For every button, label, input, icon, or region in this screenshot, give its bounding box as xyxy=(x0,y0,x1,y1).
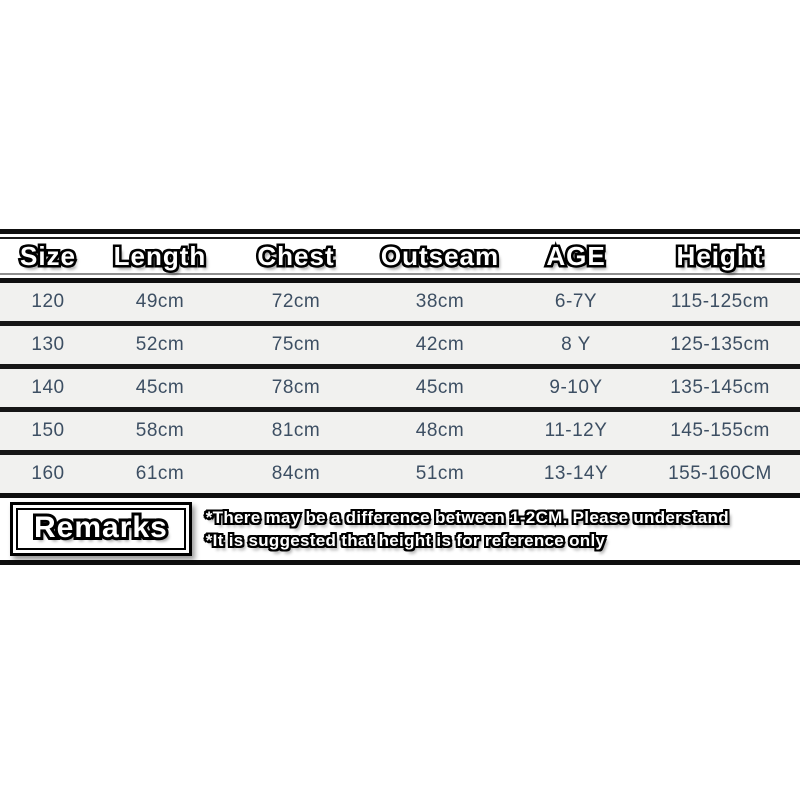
cell-length: 52cm xyxy=(135,334,185,355)
cell-age: 9-10Y xyxy=(549,377,603,398)
cell-age: 6-7Y xyxy=(554,291,598,312)
cell-age: 8 Y xyxy=(561,334,591,355)
cell-size: 120 xyxy=(31,291,65,312)
cell-outseam: 45cm xyxy=(415,377,465,398)
table-row-130 xyxy=(0,326,800,364)
remarks-section xyxy=(0,498,800,560)
cell-size: 130 xyxy=(31,334,65,355)
cell-outseam: 38cm xyxy=(415,291,465,312)
cell-length: 61cm xyxy=(135,463,185,484)
column-header-age: AGE xyxy=(546,240,606,271)
column-header-height: Height xyxy=(676,240,764,271)
table-row-150 xyxy=(0,412,800,450)
cell-size: 140 xyxy=(31,377,65,398)
table-header-row xyxy=(0,239,800,273)
top-whitespace xyxy=(0,0,800,229)
cell-chest: 81cm xyxy=(271,420,321,441)
remarks-notes xyxy=(206,508,729,551)
cell-chest: 78cm xyxy=(271,377,321,398)
cell-height: 115-125cm xyxy=(670,291,770,312)
cell-height: 155-160CM xyxy=(668,463,772,484)
cell-size: 150 xyxy=(31,420,65,441)
cell-size: 160 xyxy=(31,463,65,484)
column-header-chest: Chest xyxy=(257,240,335,271)
cell-length: 58cm xyxy=(135,420,185,441)
cell-outseam: 51cm xyxy=(415,463,465,484)
table-row-140 xyxy=(0,369,800,407)
cell-outseam: 48cm xyxy=(415,420,465,441)
column-header-length: Length xyxy=(113,240,207,271)
cell-height: 125-135cm xyxy=(670,334,770,355)
table-row-120 xyxy=(0,283,800,321)
column-header-size: Size xyxy=(19,240,77,271)
cell-chest: 84cm xyxy=(271,463,321,484)
cell-chest: 75cm xyxy=(271,334,321,355)
cell-outseam: 42cm xyxy=(415,334,465,355)
table-row-160 xyxy=(0,455,800,493)
cell-length: 49cm xyxy=(135,291,185,312)
remarks-box xyxy=(10,502,192,556)
cell-length: 45cm xyxy=(135,377,185,398)
remarks-note-1: *There may be a difference between 1-2CM. Please understand xyxy=(205,507,729,527)
column-header-outseam: Outseam xyxy=(380,240,500,271)
remarks-box-inner-border xyxy=(16,508,186,550)
cell-chest: 72cm xyxy=(271,291,321,312)
cell-height: 145-155cm xyxy=(670,420,770,441)
remarks-note-2: *It is suggested that height is for reference only xyxy=(205,530,606,550)
cell-height: 135-145cm xyxy=(670,377,770,398)
remarks-label: Remarks xyxy=(34,511,168,544)
cell-age: 11-12Y xyxy=(544,420,608,441)
cell-age: 13-14Y xyxy=(543,463,609,484)
figure-bottom-rule xyxy=(0,560,800,565)
